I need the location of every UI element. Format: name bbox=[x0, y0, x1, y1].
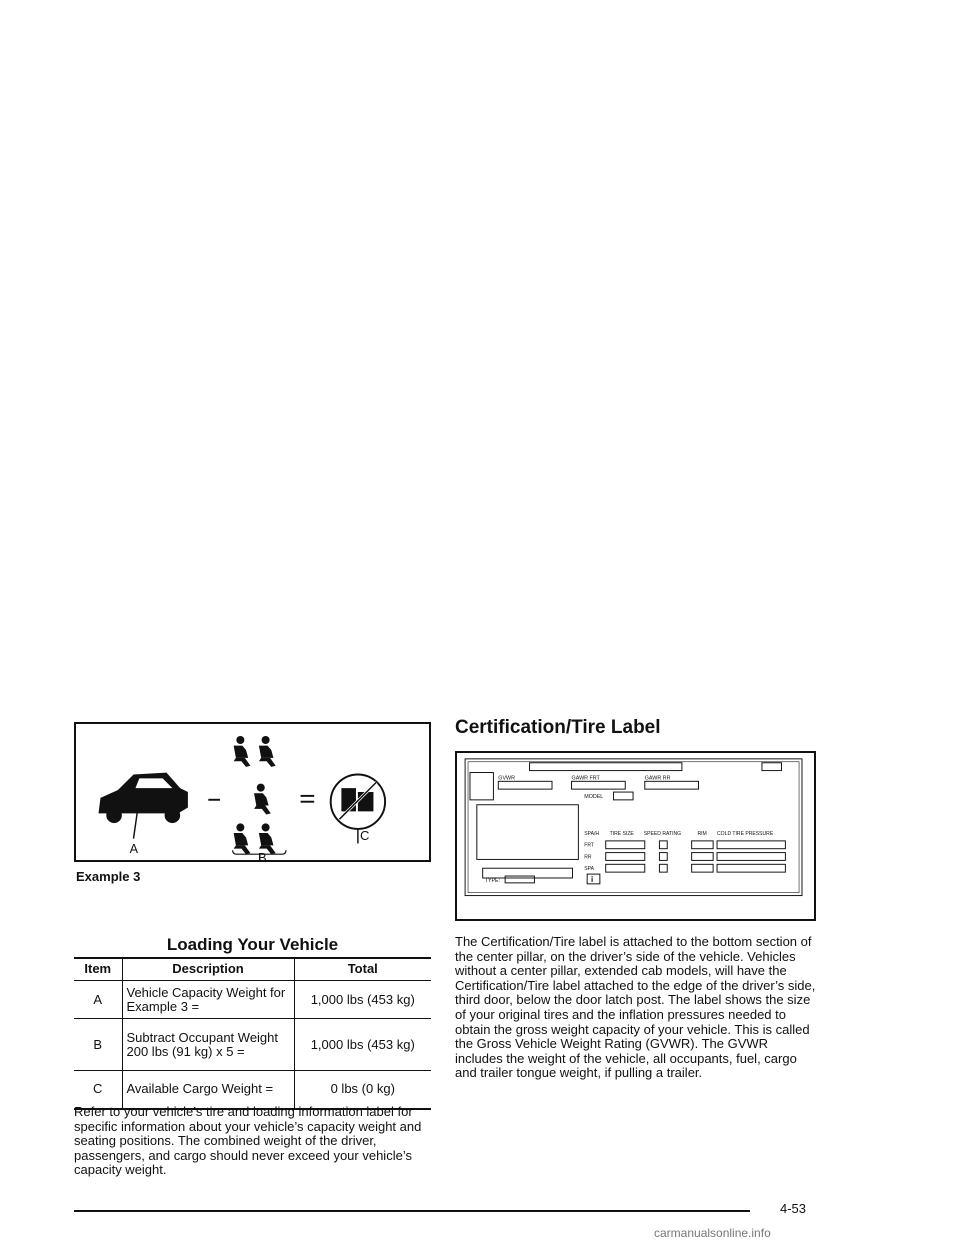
label-a: A bbox=[129, 842, 139, 857]
field-spa: SPA bbox=[584, 866, 595, 873]
field-gawr-frt: GAWR FRT bbox=[571, 775, 600, 782]
certification-paragraph: The Certification/Tire label is attached to the bottom section of the center pillar, on the driver’s side of the vehicle. Vehicles without a center pillar, extended cab models, will have the Certification/Tire label attached to the edge of the driver’s side, third door, below the door latch post. The label shows the size of your original tires and the inflation pressures needed to obtain the gross weight capacity of your vehicle. This is called the Gross Vehicle Weight Rating (GVWR). The GVWR includes the weight of the vehicle, all occupants, fuel, cargo and trailer tongue weight, if pulling a trailer. bbox=[455, 934, 816, 1081]
example-3-figure bbox=[74, 722, 431, 865]
certification-label-illustration bbox=[457, 753, 814, 919]
section-title: Certification/Tire Label bbox=[455, 717, 661, 738]
car-icon bbox=[99, 773, 188, 824]
row-item: C bbox=[74, 1071, 122, 1109]
header-item: Item bbox=[74, 958, 122, 981]
footer-rule bbox=[74, 1210, 750, 1212]
capacity-paragraph: Refer to your vehicle’s tire and loading information label for specific information about your vehicle’s capacity weight and seating positions. The combined weight of the driver, passengers, and cargo should never exceed your vehicle’s capacity weight. bbox=[74, 1104, 422, 1178]
row-description: Subtract Occupant Weight 200 lbs (91 kg) x 5 = bbox=[122, 1019, 294, 1071]
label-b: B bbox=[258, 850, 267, 865]
row-description: Available Cargo Weight = bbox=[122, 1071, 294, 1109]
certification-label-figure bbox=[455, 751, 816, 921]
header-description: Description bbox=[122, 958, 294, 981]
table-row bbox=[74, 1019, 431, 1071]
loading-table bbox=[74, 957, 431, 1110]
field-type: TYPE: bbox=[484, 877, 501, 884]
table-header-row bbox=[74, 958, 431, 981]
field-gawr-rr: GAWR RR bbox=[644, 775, 671, 782]
occupant-icons bbox=[234, 736, 279, 854]
figure-caption: Example 3 bbox=[76, 869, 141, 884]
table-row bbox=[74, 981, 431, 1019]
no-cargo-icon bbox=[331, 775, 385, 829]
row-item: A bbox=[74, 981, 122, 1019]
field-rr: RR bbox=[584, 854, 592, 861]
watermark: carmanualsonline.info bbox=[654, 1226, 771, 1240]
table-title: Loading Your Vehicle bbox=[166, 935, 339, 954]
label-c: C bbox=[360, 828, 370, 843]
field-frt: FRT bbox=[584, 842, 594, 849]
row-total: 1,000 lbs (453 kg) bbox=[294, 1019, 431, 1071]
row-description: Vehicle Capacity Weight for Example 3 = bbox=[122, 981, 294, 1019]
field-tire-size: TIRE SIZE bbox=[609, 831, 634, 838]
row-item: B bbox=[74, 1019, 122, 1071]
row-total: 1,000 lbs (453 kg) bbox=[294, 981, 431, 1019]
row-total: 0 lbs (0 kg) bbox=[294, 1071, 431, 1109]
header-total: Total bbox=[294, 958, 431, 981]
field-cold-tire-pressure: COLD TIRE PRESSURE bbox=[717, 831, 774, 838]
page-number: 4-53 bbox=[780, 1201, 807, 1216]
field-rim: RIM bbox=[697, 831, 707, 838]
field-spa-h: SPA/H bbox=[584, 831, 600, 838]
table-row bbox=[74, 1071, 431, 1109]
field-model: MODEL bbox=[584, 793, 604, 800]
field-gvwr: GVWR bbox=[498, 775, 515, 782]
example-3-illustration bbox=[76, 724, 429, 860]
field-speed-rating: SPEED RATING bbox=[643, 831, 682, 838]
info-icon: i bbox=[591, 874, 594, 884]
